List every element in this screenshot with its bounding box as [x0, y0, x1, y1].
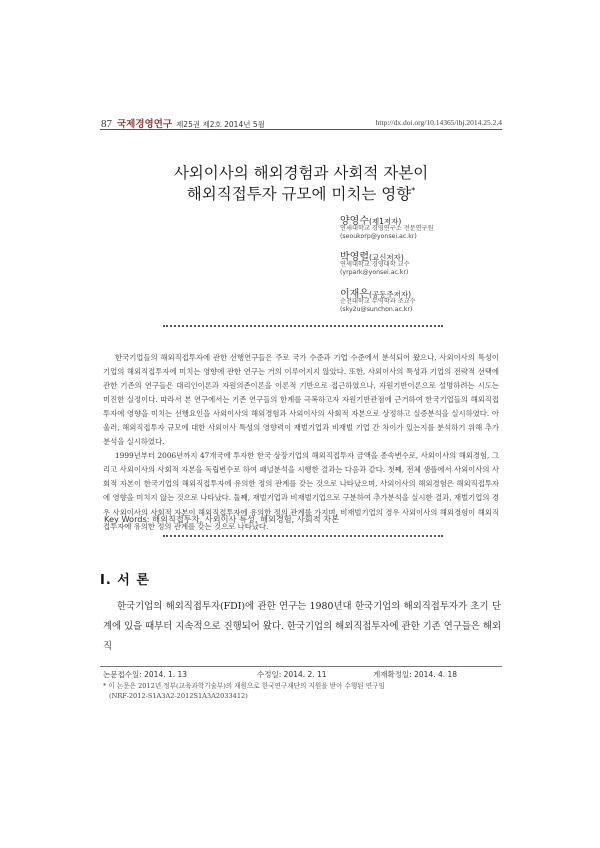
header-divider — [100, 129, 502, 130]
received-date: 논문접수일: 2014. 1. 13 — [103, 670, 188, 679]
revised-date: 수정일: 2014. 2. 11 — [257, 670, 327, 679]
body-text — [103, 597, 501, 657]
doi-link[interactable]: http://dx.doi.org/10.14365/ibj.2014.25.2.4 — [375, 118, 502, 127]
author-3-name-text: 이재은 — [340, 289, 369, 300]
funding-note — [103, 681, 385, 701]
author-2-name-text: 박영렬 — [340, 252, 369, 263]
abstract-top-divider — [163, 325, 443, 327]
issue-info: 제25권 제2호 2014년 5월 — [176, 120, 265, 129]
author-1-name-text: 양영수 — [340, 216, 369, 227]
title-footnote-marker: * — [411, 185, 416, 195]
title-line-2-text: 해외직접투자 규모에 미치는 영향 — [186, 185, 412, 203]
abstract-paragraph-1: 한국기업들의 해외직접투자에 관한 선행연구들은 주로 국가 수준과 기업 수준에서 분석되어 왔으나, 사외이사의 특성이 기업의 해외직접투자에 미치는 영향에 관한 연구는 거의 이루어지지 않았다. 또한, 사외이사의 특성과 기업의 전략적 선택에 관한 기존의 연구들은 대리인이론과 자원의존이론을 이론적 기반으로 접근하였으나, 자원기반이론으로 설명하려는 시도는 미진한 실정이다. 따라서 본 연구에서는 기존 연구들의 한계를 극복하고자 자원기반관점에 근거하여 한국기업들의 해외직접투자에 영향을 미치는 선행요인을 사외이사의 해외경험과 사외이사의 사회적 자본으로 상정하고 실증분석을 실시하였다. 아울러, 해외직접투자 규모에 대한 사외이사 특성의 영향력이 재벌기업과 비재벌 기업 간 차이가 있는지를 분석하기 위해 추가분석을 실시하였다. — [103, 353, 499, 447]
abstract — [103, 351, 499, 534]
keywords: Key Words: 해외직접투자, 사외이사 특성, 해외경험, 사회적 자본 — [104, 514, 340, 524]
journal-name: 국제경영연구 — [117, 119, 173, 130]
author-3-affiliation: 순천대학교 무역학과 조교수 — [340, 298, 416, 305]
abstract-paragraph-2: 1999년부터 2006년까지 47개국에 투자한 한국 상장기업의 해외직접투자 금액을 종속변수로, 사외이사의 해외경험, 그리고 사외이사의 사회적 자본을 독립변수로 하여 패널분석을 시행한 결과는 다음과 같다. 첫째, 전체 샘플에서 사외이사의 사회적 자본이 한국기업의 해외직접투자에 유의한 정의 관계를 갖는 것으로 나타났으며, 사외이사의 해외경험은 해외직접투자에 영향을 미치지 않는 것으로 나타났다. 둘째, 재벌기업과 비재벌기업으로 구분하여 추가분석을 실시한 결과, 재벌기업의 경우 사외이사의 사회적 자본이 해외직접투자에 유의한 정의 관계를 가지며, 비재벌기업의 경우 사외이사의 해외경험이 해외직접투자에 유의한 정의 관계를 갖는 것으로 나타났다. — [103, 451, 499, 531]
funding-note-line-1: * 이 논문은 2012년 정부(교육과학기술부)의 재원으로 한국연구재단의 지원을 받아 수행된 연구임 — [103, 682, 385, 690]
author-1-affiliation: 연세대학교 경영연구소 전문연구원 — [340, 225, 434, 232]
author-2-email[interactable]: (yrpark@yonsei.ac.kr) — [340, 269, 409, 276]
abstract-bottom-divider — [163, 535, 443, 537]
author-2-role: (교신저자) — [368, 253, 404, 262]
page-number: 87 — [101, 118, 112, 130]
author-1-email[interactable]: (seoukorp@yonsei.ac.kr) — [340, 233, 417, 240]
funding-note-line-2: (NRF-2012-S1A3A2-2012S1A3A2033412) — [109, 692, 248, 700]
author-3-role: (공동주저자) — [368, 290, 412, 299]
body-paragraph: 한국기업의 해외직접투자(FDI)에 관한 연구는 1980년대 한국기업의 해외직접투자가 초기 단계에 있을 때부터 지속적으로 진행되어 왔다. 한국기업의 해외직접투자에 관한 기존 연구들은 해외직 — [103, 601, 502, 652]
accepted-date: 게재확정일: 2014. 4. 18 — [373, 670, 458, 679]
running-header — [101, 116, 265, 130]
author-1-role: (제1저자) — [368, 217, 402, 226]
author-2-affiliation: 연세대학교 경영대학 교수 — [340, 261, 410, 268]
footnote-divider — [100, 666, 502, 667]
author-3-email[interactable]: (sky2u@sunchon.ac.kr) — [340, 306, 413, 313]
title-line-2 — [100, 182, 502, 204]
section-heading: Ⅰ. 서 론 — [100, 573, 150, 588]
title-line-1: 사외이사의 해외경험과 사회적 자본이 — [173, 164, 429, 182]
